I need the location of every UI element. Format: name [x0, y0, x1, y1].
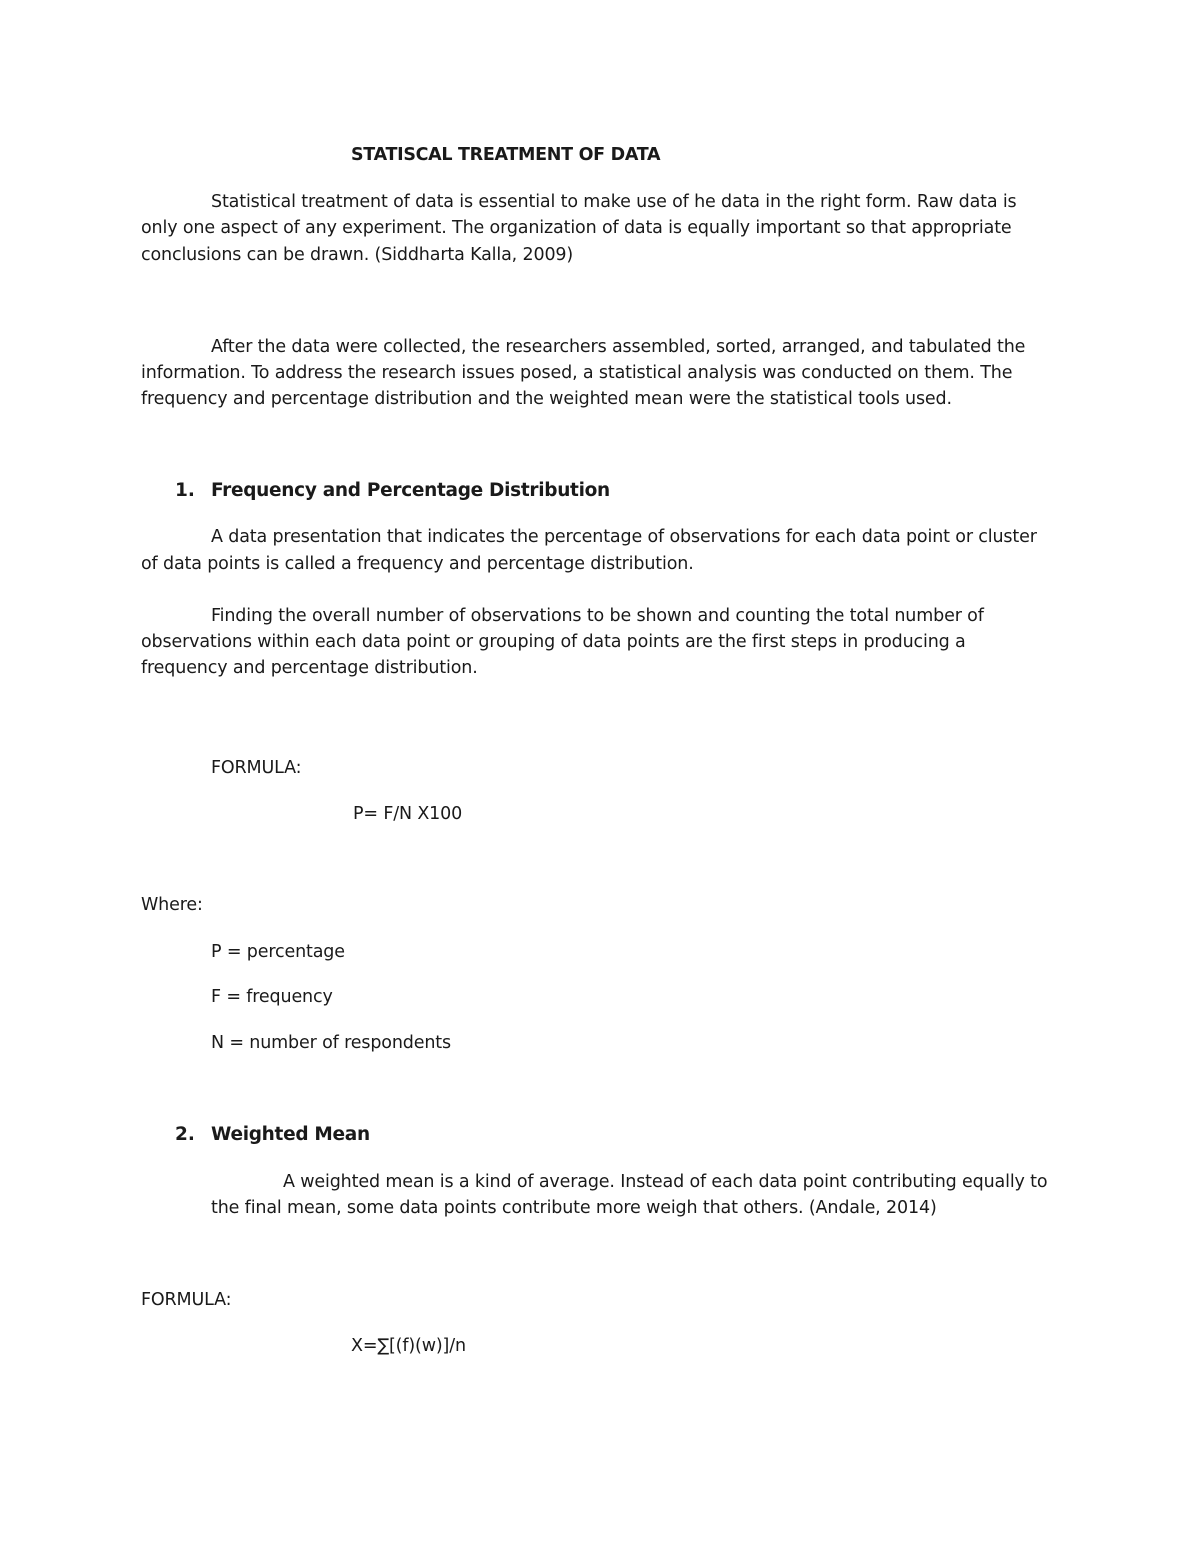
section1-para1-line-1: A data presentation that indicates the percentage of observations for each data point or cluster	[211, 527, 1037, 547]
definition-p: P = percentage	[211, 942, 345, 962]
paragraph2-line-3: frequency and percentage distribution and the weighted mean were the statistical tools used.	[141, 389, 952, 409]
section1-para2-line-2: observations within each data point or grouping of data points are the first steps in producing a	[141, 632, 966, 652]
section1-formula-label: FORMULA:	[211, 758, 302, 778]
section1-heading: Frequency and Percentage Distribution	[211, 480, 610, 501]
paragraph2-line-2: information. To address the research issues posed, a statistical analysis was conducted on them. The	[141, 363, 1013, 383]
section2-number: 2.	[175, 1124, 195, 1145]
section1-para2-line-1: Finding the overall number of observations to be shown and counting the total number of	[211, 606, 984, 626]
document-title: STATISCAL TREATMENT OF DATA	[351, 145, 661, 165]
definition-n: N = number of respondents	[211, 1033, 451, 1053]
section2-formula-label: FORMULA:	[141, 1290, 232, 1310]
section1-number: 1.	[175, 480, 195, 501]
section1-formula: P= F/N X100	[353, 804, 463, 824]
where-label: Where:	[141, 895, 203, 915]
intro-line-3: conclusions can be drawn. (Siddharta Kalla, 2009)	[141, 245, 574, 265]
section2-para-line-2: the final mean, some data points contribute more weigh that others. (Andale, 2014)	[211, 1198, 937, 1218]
paragraph2-line-1: After the data were collected, the researchers assembled, sorted, arranged, and tabulated the	[211, 337, 1026, 357]
intro-line-1: Statistical treatment of data is essential to make use of he data in the right form. Raw data is	[211, 192, 1017, 212]
section2-para-line-1: A weighted mean is a kind of average. Instead of each data point contributing equally to	[283, 1172, 1048, 1192]
section2-formula: X=∑[(f)(w)]/n	[351, 1336, 466, 1356]
section2-heading: Weighted Mean	[211, 1124, 370, 1145]
section1-para1-line-2: of data points is called a frequency and percentage distribution.	[141, 554, 694, 574]
section1-para2-line-3: frequency and percentage distribution.	[141, 658, 478, 678]
intro-line-2: only one aspect of any experiment. The organization of data is equally important so that appropriate	[141, 218, 1012, 238]
definition-f: F = frequency	[211, 987, 333, 1007]
